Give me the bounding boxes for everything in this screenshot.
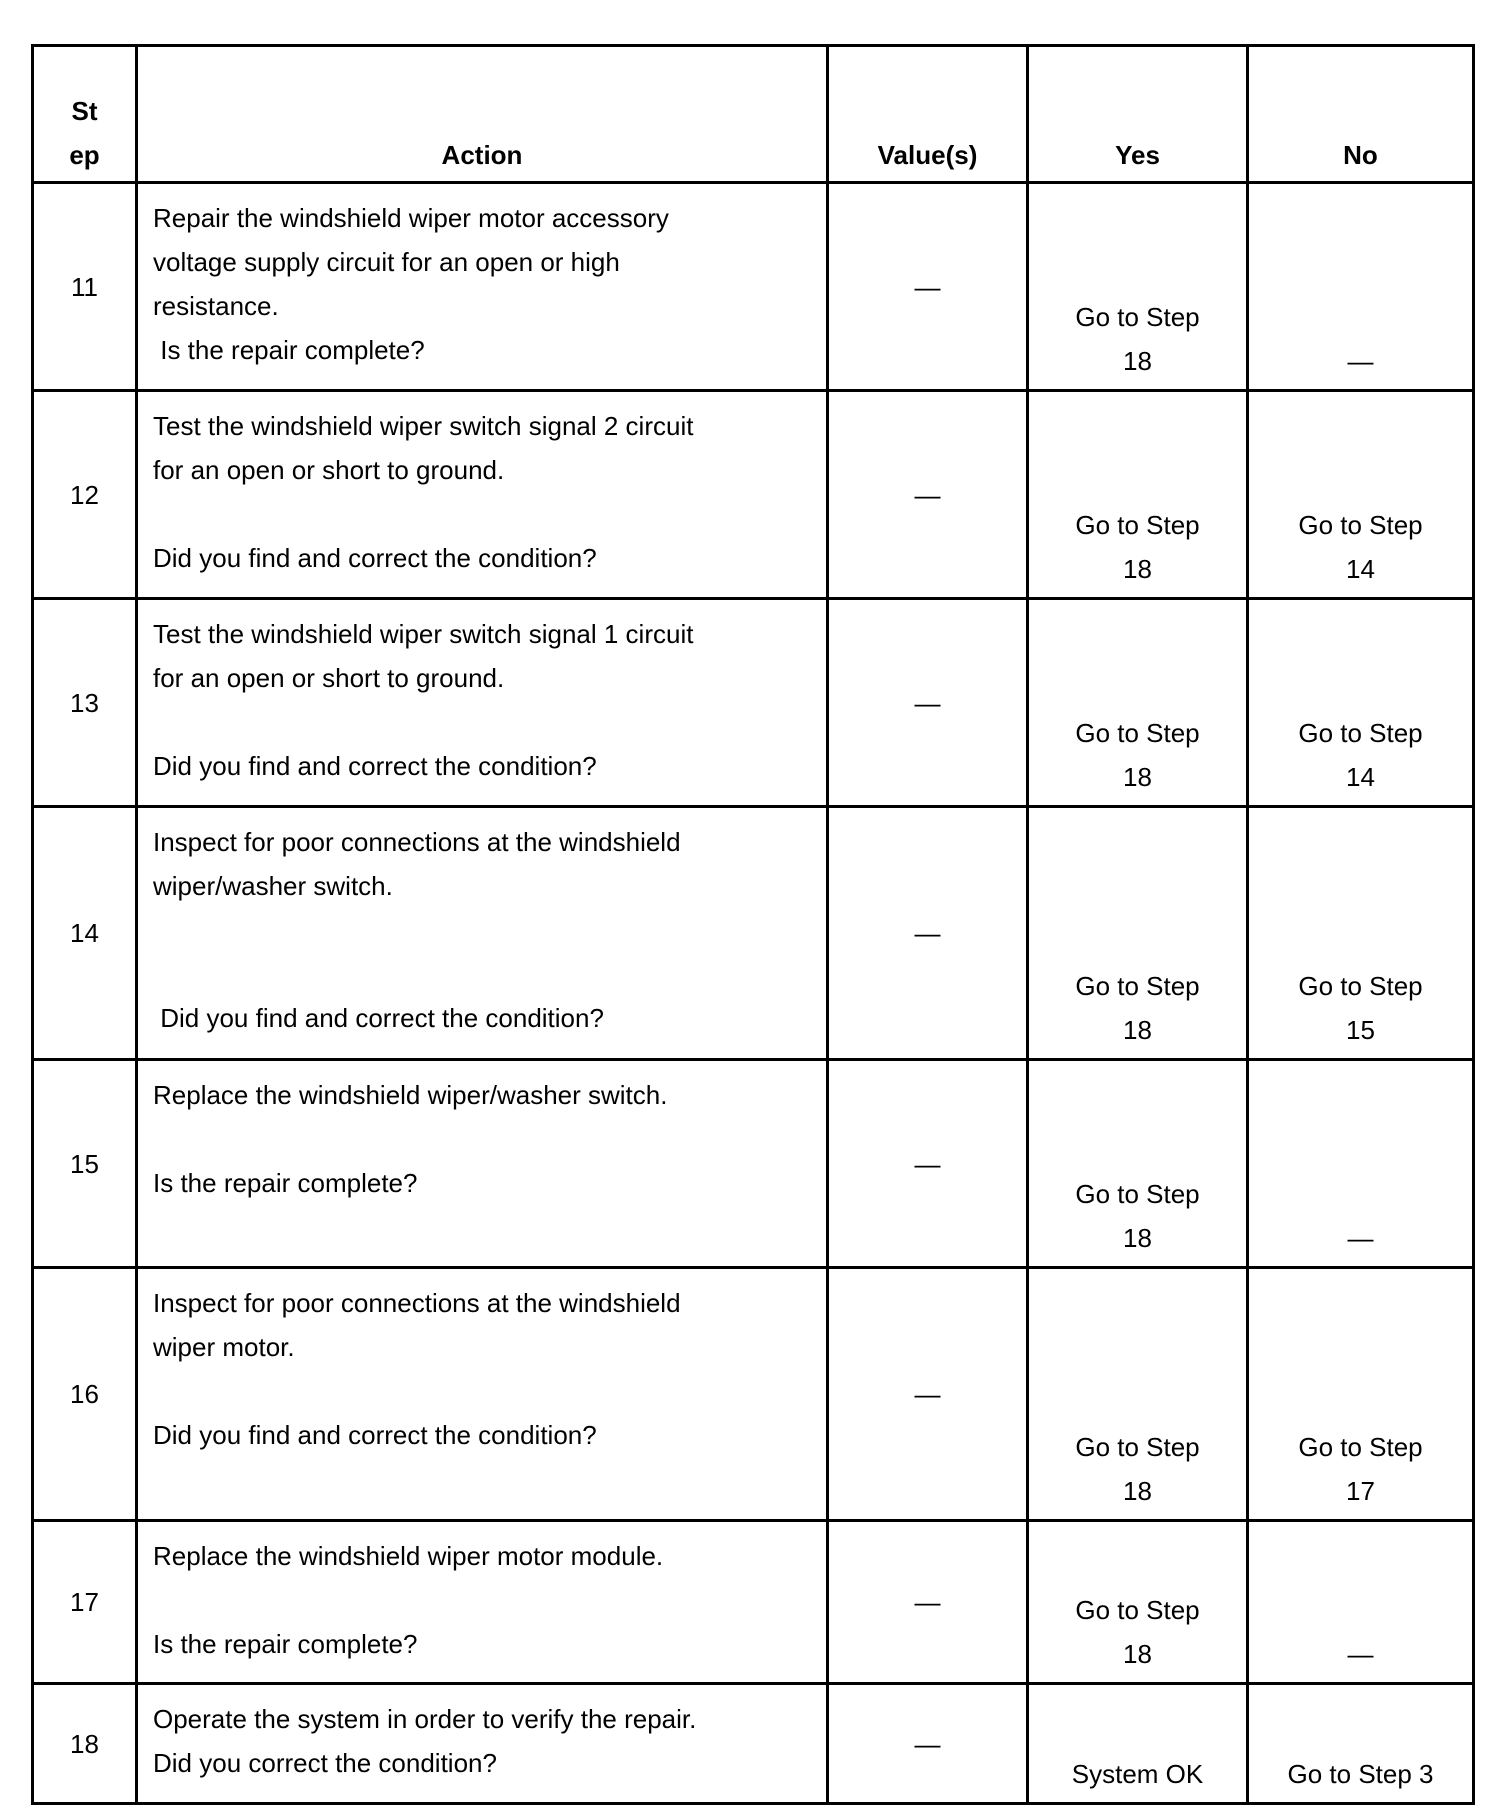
table-body (33, 183, 1474, 1804)
step-number: 17 (33, 1521, 137, 1684)
value-cell: — (828, 807, 1028, 1060)
yes-line: 18 (1123, 1223, 1152, 1253)
step-number: 11 (33, 183, 137, 391)
no-cell (1248, 1268, 1474, 1521)
no-line: 15 (1346, 1015, 1375, 1045)
action-line (153, 1369, 812, 1413)
yes-cell (1028, 1268, 1248, 1521)
value-cell: — (828, 1268, 1028, 1521)
no-line: Go to Step (1298, 718, 1423, 748)
step-number: 12 (33, 391, 137, 599)
no-line: — (1347, 346, 1374, 376)
step-number: 15 (33, 1060, 137, 1268)
action-line: Is the repair complete? (153, 1629, 418, 1659)
no-cell (1248, 599, 1474, 807)
no-line: Go to Step (1298, 971, 1423, 1001)
no-cell (1248, 1521, 1474, 1684)
table-row (33, 599, 1474, 807)
value-cell: — (828, 183, 1028, 391)
action-line (153, 1578, 812, 1622)
table-row (33, 1268, 1474, 1521)
action-line: Did you find and correct the condition? (153, 751, 597, 781)
header-values: Value(s) (828, 46, 1028, 183)
action-line: resistance. (153, 291, 279, 321)
yes-cell (1028, 1684, 1248, 1804)
action-line: Replace the windshield wiper motor module. (153, 1541, 664, 1571)
action-line: for an open or short to ground. (153, 663, 505, 693)
yes-line: 18 (1123, 1639, 1152, 1669)
header-step-line1: St (71, 96, 98, 126)
diagnostic-table (31, 44, 1475, 1805)
yes-line: 18 (1123, 346, 1152, 376)
action-cell (137, 391, 828, 599)
action-line (153, 952, 812, 996)
action-cell (137, 599, 828, 807)
yes-cell (1028, 183, 1248, 391)
value-cell: — (828, 599, 1028, 807)
action-line: Is the repair complete? (153, 1168, 418, 1198)
action-line: Operate the system in order to verify the repair. (153, 1704, 697, 1734)
no-line: Go to Step 3 (1287, 1759, 1434, 1789)
value-cell: — (828, 391, 1028, 599)
no-line: Go to Step (1298, 510, 1423, 540)
yes-line: Go to Step (1075, 1432, 1200, 1462)
yes-line: System OK (1071, 1759, 1204, 1789)
no-line: 14 (1346, 554, 1375, 584)
yes-line: Go to Step (1075, 510, 1200, 540)
step-number: 14 (33, 807, 137, 1060)
header-action: Action (137, 46, 828, 183)
no-cell (1248, 391, 1474, 599)
header-yes: Yes (1028, 46, 1248, 183)
action-line: wiper/washer switch. (153, 871, 393, 901)
no-cell (1248, 1060, 1474, 1268)
table-row (33, 391, 1474, 599)
action-line: Did you find and correct the condition? (153, 543, 597, 573)
no-line: 14 (1346, 762, 1375, 792)
yes-line: 18 (1123, 1476, 1152, 1506)
header-step (33, 46, 137, 183)
action-line (153, 492, 812, 536)
value-cell: — (828, 1684, 1028, 1804)
yes-cell (1028, 1060, 1248, 1268)
action-cell (137, 183, 828, 391)
action-line (153, 908, 812, 952)
table-row (33, 1521, 1474, 1684)
yes-cell (1028, 599, 1248, 807)
action-line: Test the windshield wiper switch signal 2 circuit (153, 411, 694, 441)
yes-cell (1028, 1521, 1248, 1684)
action-line: Inspect for poor connections at the windshield (153, 827, 681, 857)
action-cell (137, 1268, 828, 1521)
no-cell (1248, 1684, 1474, 1804)
action-line: Inspect for poor connections at the windshield (153, 1288, 681, 1318)
header-step-line2: ep (69, 140, 100, 170)
table-row (33, 183, 1474, 391)
value-cell: — (828, 1060, 1028, 1268)
no-line: — (1347, 1223, 1374, 1253)
yes-line: 18 (1123, 1015, 1152, 1045)
no-cell (1248, 807, 1474, 1060)
header-row (33, 46, 1474, 183)
no-line: Go to Step (1298, 1432, 1423, 1462)
action-line: Test the windshield wiper switch signal 1 circuit (153, 619, 694, 649)
yes-line: Go to Step (1075, 971, 1200, 1001)
action-line: wiper motor. (153, 1332, 295, 1362)
table-row (33, 1684, 1474, 1804)
no-line: — (1347, 1639, 1374, 1669)
action-line (153, 1117, 812, 1161)
yes-line: Go to Step (1075, 718, 1200, 748)
step-number: 16 (33, 1268, 137, 1521)
yes-line: 18 (1123, 762, 1152, 792)
value-cell: — (828, 1521, 1028, 1684)
action-cell (137, 1521, 828, 1684)
yes-line: Go to Step (1075, 1595, 1200, 1625)
yes-line: 18 (1123, 554, 1152, 584)
action-line: for an open or short to ground. (153, 455, 505, 485)
header-no: No (1248, 46, 1474, 183)
step-number: 18 (33, 1684, 137, 1804)
step-number: 13 (33, 599, 137, 807)
action-line: Did you correct the condition? (153, 1748, 497, 1778)
action-line: voltage supply circuit for an open or high (153, 247, 620, 277)
action-line: Repair the windshield wiper motor accessory (153, 203, 669, 233)
yes-cell (1028, 391, 1248, 599)
action-line: Did you find and correct the condition? (153, 1003, 604, 1033)
action-line: Did you find and correct the condition? (153, 1420, 597, 1450)
action-line (153, 700, 812, 744)
table-row (33, 807, 1474, 1060)
yes-line: Go to Step (1075, 302, 1200, 332)
action-cell (137, 807, 828, 1060)
no-line: 17 (1346, 1476, 1375, 1506)
no-cell (1248, 183, 1474, 391)
action-cell (137, 1684, 828, 1804)
action-cell (137, 1060, 828, 1268)
yes-cell (1028, 807, 1248, 1060)
yes-line: Go to Step (1075, 1179, 1200, 1209)
table-row (33, 1060, 1474, 1268)
action-line: Is the repair complete? (153, 335, 425, 365)
action-line: Replace the windshield wiper/washer switch. (153, 1080, 668, 1110)
